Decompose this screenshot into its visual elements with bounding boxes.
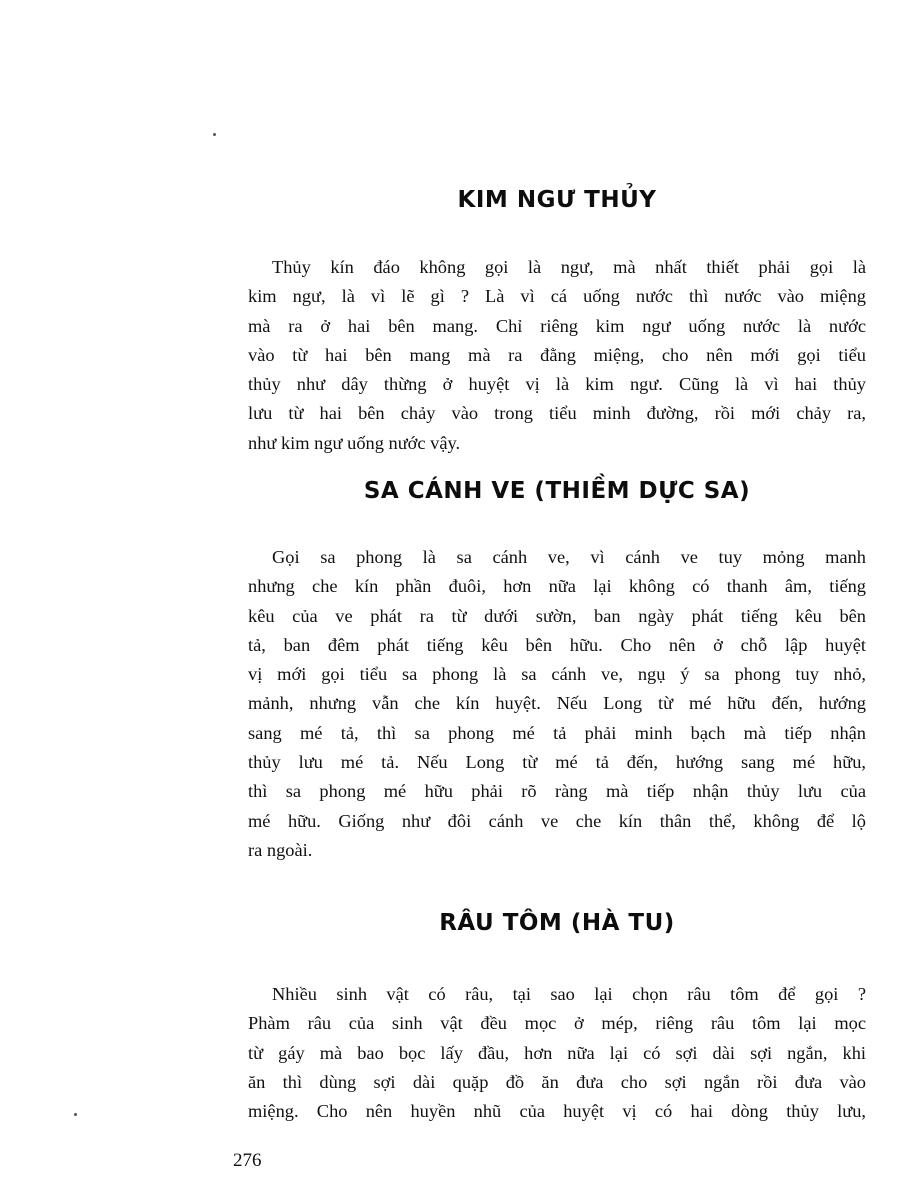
section-title-rau-tom: RÂU TÔM (HÀ TU) — [439, 910, 675, 936]
text-line: lưu từ hai bên chảy vào trong tiểu minh đường, rồi mới chảy ra, — [248, 403, 866, 424]
text-line: thủy như dây thừng ở huyệt vị là kim ngư. Cũng là vì hai thủy — [248, 374, 866, 395]
text-line: từ gáy mà bao bọc lấy đầu, hơn nữa lại có sợi dài sợi ngắn, khi — [248, 1042, 866, 1063]
text-line: sang mé tả, thì sa phong mé tả phải minh bạch mà tiếp nhận — [248, 722, 866, 743]
section-body-sa-canh-ve — [248, 543, 866, 865]
page-number: 276 — [233, 1150, 262, 1171]
text-line: mà ra ở hai bên mang. Chỉ riêng kim ngư uống nước là nước — [248, 315, 866, 336]
text-line: kêu của ve phát ra từ dưới sườn, ban ngày phát tiếng kêu bên — [248, 605, 866, 626]
scan-speck — [74, 1113, 77, 1116]
text-line: thủy lưu mé tả. Nếu Long từ mé tả đến, hướng sang mé hữu, — [248, 752, 866, 773]
text-line: vào từ hai bên mang mà ra đằng miệng, cho nên mới gọi tiểu — [248, 344, 866, 365]
text-line: miệng. Cho nên huyền nhũ của huyệt vị có hai dòng thủy lưu, — [248, 1101, 866, 1122]
text-line: tả, ban đêm phát tiếng kêu bên hữu. Cho nên ở chỗ lập huyệt — [248, 634, 866, 655]
text-line: Thủy kín đáo không gọi là ngư, mà nhất thiết phải gọi là — [272, 257, 866, 277]
text-line: mé hữu. Giống như đôi cánh ve che kín thân thể, không để lộ — [248, 810, 866, 831]
text-line: kim ngư, là vì lẽ gì ? Là vì cá uống nước thì nước vào miệng — [248, 286, 866, 307]
section-body-kim-ngu-thuy — [248, 253, 866, 458]
section-title-kim-ngu-thuy: KIM NGƯ THỦY — [457, 187, 657, 213]
text-line: ăn thì dùng sợi dài quặp đồ ăn đưa cho sợi ngắn rồi đưa vào — [248, 1071, 866, 1092]
text-line: thì sa phong mé hữu phải rõ ràng mà tiếp nhận thủy lưu của — [248, 781, 866, 802]
text-line: mảnh, nhưng vẫn che kín huyệt. Nếu Long từ mé hữu đến, hướng — [248, 693, 866, 714]
section-body-rau-tom — [248, 980, 866, 1126]
section-title-sa-canh-ve: SA CÁNH VE (THIỀM DỰC SA) — [363, 478, 751, 504]
scan-speck — [213, 133, 216, 136]
text-line: nhưng che kín phần đuôi, hơn nữa lại không có thanh âm, tiếng — [248, 576, 866, 597]
text-line: vị mới gọi tiểu sa phong là sa cánh ve, ngụ ý sa phong tuy nhỏ, — [248, 664, 866, 685]
text-line: như kim ngư uống nước vậy. — [248, 432, 461, 453]
text-line: Phàm râu của sinh vật đều mọc ở mép, riêng râu tôm lại mọc — [248, 1013, 866, 1034]
text-line: ra ngoài. — [248, 839, 313, 860]
text-line: Nhiều sinh vật có râu, tại sao lại chọn râu tôm để gọi ? — [272, 984, 866, 1004]
text-line: Gọi sa phong là sa cánh ve, vì cánh ve tuy mỏng manh — [272, 547, 866, 567]
